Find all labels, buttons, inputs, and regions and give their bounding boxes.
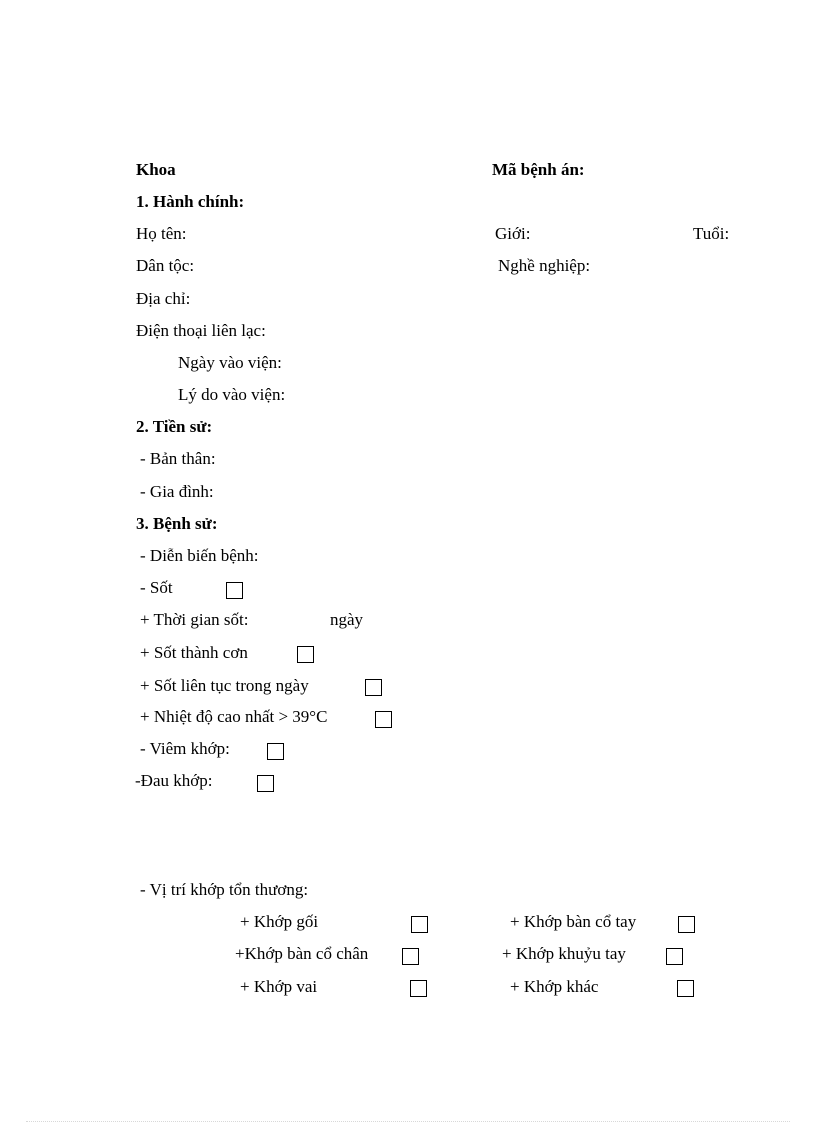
dien-thoai-label: Điện thoại liên lạc: <box>136 321 266 340</box>
khop-khac-checkbox[interactable] <box>677 980 694 997</box>
dan-toc-label: Dân tộc: <box>136 256 195 275</box>
ngay-vao-vien-label: Ngày vào viện: <box>178 353 282 372</box>
ly-do-vao-vien-label: Lý do vào viện: <box>178 385 286 404</box>
khop-ban-co-tay-checkbox[interactable] <box>678 916 695 933</box>
vi-tri-khop-label: - Vị trí khớp tổn thương: <box>140 880 309 899</box>
section-hanh-chinh-title: 1. Hành chính: <box>136 192 245 211</box>
ho-ten-label: Họ tên: <box>136 224 187 243</box>
sot-label: - Sốt <box>140 578 173 597</box>
nhiet-do-label: + Nhiệt độ cao nhất > 39°C <box>140 707 328 726</box>
khop-ban-co-chan-checkbox[interactable] <box>402 948 419 965</box>
sot-checkbox[interactable] <box>226 582 243 599</box>
section-benh-su-title: 3. Bệnh sử: <box>136 514 218 533</box>
dau-khop-label: -Đau khớp: <box>135 771 213 790</box>
khoa-label: Khoa <box>136 160 176 179</box>
sot-thanh-con-label: + Sốt thành cơn <box>140 643 248 662</box>
khop-khac-label: + Khớp khác <box>510 977 599 996</box>
gia-dinh-label: - Gia đình: <box>140 482 214 501</box>
section-tien-su-title: 2. Tiền sử: <box>136 417 213 436</box>
khop-goi-checkbox[interactable] <box>411 916 428 933</box>
khop-khuyu-tay-label: + Khớp khuỷu tay <box>502 944 626 963</box>
viem-khop-checkbox[interactable] <box>267 743 284 760</box>
dien-bien-label: - Diễn biến bệnh: <box>140 546 259 565</box>
sot-thanh-con-checkbox[interactable] <box>297 646 314 663</box>
khop-ban-co-tay-label: + Khớp bàn cổ tay <box>510 912 637 931</box>
nghe-nghiep-label: Nghề nghiệp: <box>498 256 591 275</box>
viem-khop-label: - Viêm khớp: <box>140 739 230 758</box>
tuoi-label: Tuổi: <box>693 224 730 243</box>
page-bottom-divider <box>26 1121 790 1122</box>
khop-vai-checkbox[interactable] <box>410 980 427 997</box>
ngay-unit-label: ngày <box>330 610 364 629</box>
khop-khuyu-tay-checkbox[interactable] <box>666 948 683 965</box>
khop-vai-label: + Khớp vai <box>240 977 318 996</box>
dau-khop-checkbox[interactable] <box>257 775 274 792</box>
thoi-gian-sot-label: + Thời gian sốt: <box>140 610 249 629</box>
ma-benh-an-label: Mã bệnh án: <box>492 160 585 179</box>
sot-lien-tuc-label: + Sốt liên tục trong ngày <box>140 676 309 695</box>
khop-goi-label: + Khớp gối <box>240 912 319 931</box>
dia-chi-label: Địa chỉ: <box>136 289 191 308</box>
khop-ban-co-chan-label: +Khớp bàn cổ chân <box>235 944 369 963</box>
sot-lien-tuc-checkbox[interactable] <box>365 679 382 696</box>
nhiet-do-checkbox[interactable] <box>375 711 392 728</box>
ban-than-label: - Bản thân: <box>140 449 216 468</box>
gioi-label: Giới: <box>495 224 531 243</box>
